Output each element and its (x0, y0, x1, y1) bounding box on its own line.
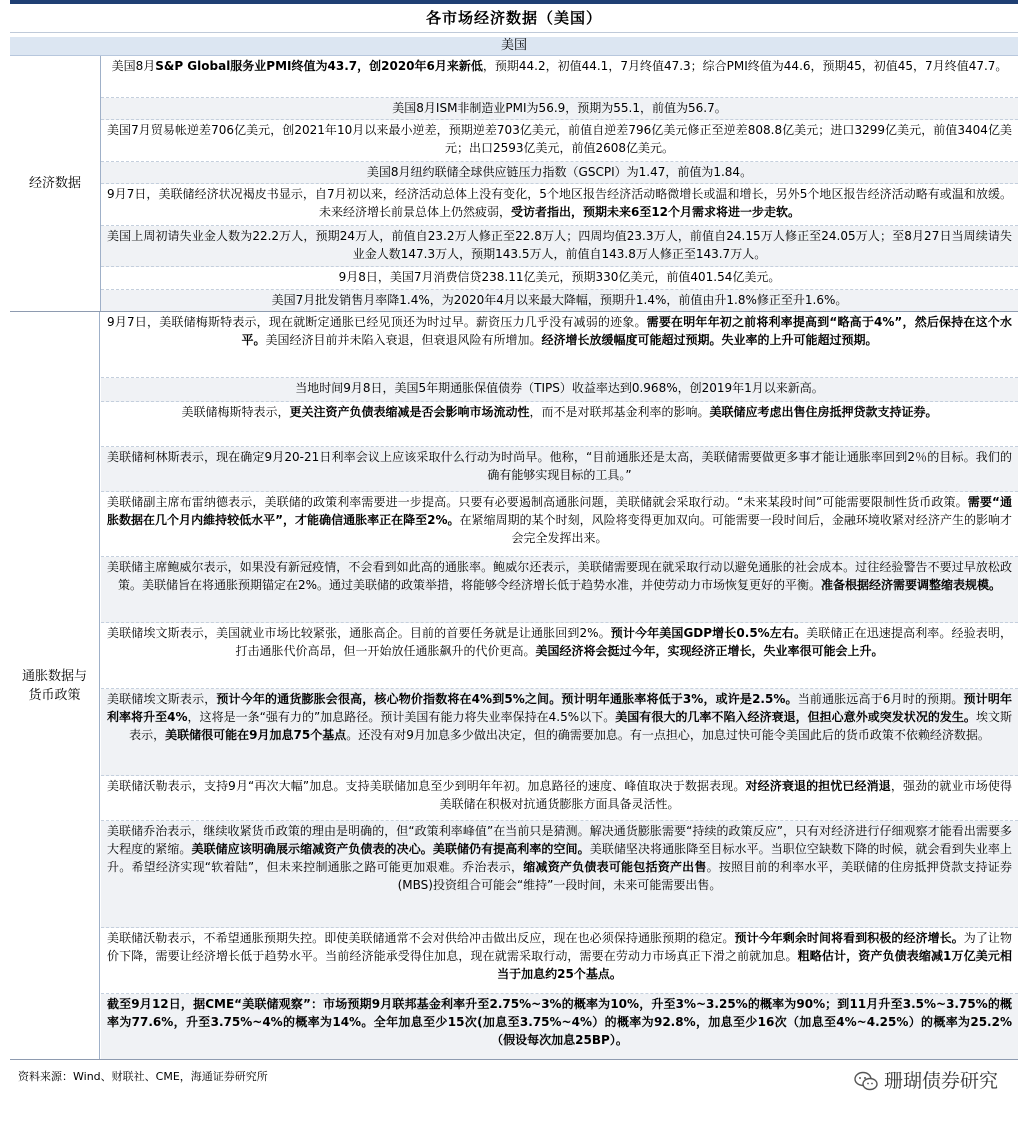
bold-text: 预计今年美国GDP增长0.5%左右。 (610, 626, 807, 641)
table-row (101, 56, 1018, 98)
bold-text: 需要在明年年初之前将利率提高到“略高于4%”，然后保持在这个水平。 (241, 315, 1012, 347)
text-segment: 美国7月贸易帐逆差706亿美元，创2021年10月以来最小逆差，预期逆差703亿美元，前值自逆差796亿美元修正至逆差808.8亿美元；进口3299亿美元，前值3404亿美元；出口2593亿美元，前值2608亿美元。 (107, 123, 1012, 155)
text-segment: 当前通胀远高于6月时的预期。 (797, 692, 964, 706)
bold-text: 对经济衰退的担忧已经消退 (745, 778, 891, 793)
bold-text: 美国有很大的几率不陷入经济衰退，但担心意外或突发状况的发生。 (615, 710, 976, 724)
inflation-rows (101, 312, 1018, 1059)
text-segment: 美联储沃勒表示，支持9月“再次大幅”加息。支持美联储加息至少到明年年初。加息路径的速度、峰值取决于数据表现。 (107, 778, 746, 793)
watermark (854, 1068, 998, 1094)
section-inflation-policy (10, 312, 1018, 1060)
text-segment: 9月7日，美联储经济状况褐皮书显示，自7月初以来，经济活动总体上没有变化，5个地区报告经济活动略微增长或温和增长，另外5个地区报告经济活动略有或温和放缓。未来经济增长前景总体上仍然疲弱， (107, 187, 1012, 219)
section-label-economic: 经济数据 (10, 56, 101, 311)
text-segment: 9月8日，美国7月消费信贷238.11亿美元，预期330亿美元，前值401.54亿美元。 (338, 270, 781, 285)
text-segment: 美联储埃文斯表示，美国就业市场比较紧张，通胀高企。目前的首要任务就是让通胀回到2%。 (107, 626, 611, 641)
text-segment: 美联储副主席布雷纳德表示，美联储的政策利率需要进一步提高。只要有必要遏制高通胀问题，美联储就会采取行动。“未来某段时间”可能需要限制性货币政策。 (107, 494, 968, 509)
section-label-inflation: 通胀数据与货币政策 (10, 312, 100, 1059)
text-segment: 美联储沃勒表示，不希望通胀预期失控。即使美联储通常不会对供给冲击做出反应，现在也必须保持通胀预期的稳定。 (107, 931, 735, 946)
table-row (101, 226, 1018, 268)
table-row (101, 776, 1018, 821)
bold-text: 美联储应考虑出售住房抵押贷款支持证券。 (709, 404, 938, 419)
table-row (101, 623, 1018, 689)
bold-text: 经济增长放缓幅度可能超过预期。失业率的上升可能超过预期。 (541, 333, 878, 347)
bold-text: 受访者指出，预期未来6至12个月需求将进一步走软。 (510, 205, 801, 219)
text-segment: 美国8月ISM非制造业PMI为56.9，预期为55.1，前值为56.7。 (392, 100, 727, 115)
text-segment: 美联储梅斯特表示， (181, 404, 290, 419)
text-segment: 美国8月 (111, 59, 156, 73)
table-row (101, 290, 1018, 311)
bold-text: 预计今年的通货膨胀会很高，核心物价指数将在4%到5%之间。预计明年通胀率将低于3%，或许是2.5%。 (216, 692, 798, 706)
bold-text: 美国经济将会挺过今年，实现经济正增长，失业率很可能会上升。 (535, 644, 884, 659)
bold-text: 粗略估计，资产负债表缩减1万亿美元相当于加息约25个基点。 (497, 949, 1012, 982)
bold-text: 美联储应该明确展示缩减资产负债表的决心。美联储仍有提高利率的空间。 (191, 841, 590, 856)
table-row (101, 378, 1018, 402)
table-row (101, 184, 1018, 226)
table-row (101, 994, 1018, 1059)
bold-text: 美联储很可能在9月加息75个基点 (165, 728, 347, 742)
bold-text: 准备根据经济需要调整缩表规模。 (821, 578, 1002, 593)
table-row (101, 120, 1018, 162)
text-segment: 美联储埃文斯表示， (107, 692, 217, 706)
economic-rows (101, 56, 1018, 311)
text-segment: 美联储坚决将通胀降至目标水平。当职位空缺数下降的时候，就会看到失业率上升。希望经济实现“软着陆”，但未来控制通胀之路可能更加艰难。乔治表示， (107, 841, 1012, 874)
table-row (101, 928, 1018, 994)
table-row (101, 402, 1018, 447)
text-segment: 为了让物价下降，需要让经济增长低于趋势水平。当前经济能承受得住加息，现在就需采取行动，需要在劳动力市场真正下滑之前就加息。 (107, 931, 1012, 964)
table-row (101, 267, 1018, 289)
region-header: 美国 (10, 37, 1018, 56)
table-row (101, 447, 1018, 492)
text-segment: 美联储主席鲍威尔表示，如果没有新冠疫情，不会看到如此高的通胀率。鲍威尔还表示，美联储需要现在就采取行动以避免通胀的社会成本。过往经验警告不要过早放松政策。美联储旨在将通胀预期锚定在2%。通过美联储的政策举措，将能够令经济增长低于趋势水准，并使劳动力市场恢复更好的平衡。 (107, 560, 1012, 593)
text-segment: 美国上周初请失业金人数为22.2万人，预期24万人，前值自23.2万人修正至22.8万人；四周均值23.3万人，前值自24.15万人修正至24.05万人；至8月27日当周续请失业金人数147.3万人，预期143.5万人，前值自143.8万人修正至143.7万人。 (107, 228, 1012, 261)
bold-text: 需要“通胀数据在几个月内維持较低水平”，才能确信通胀率正在降至2%。 (107, 494, 1012, 527)
table-row (101, 98, 1018, 120)
table-row (101, 557, 1018, 623)
bold-text: 更关注资产负债表缩减是否会影响市场流动性 (289, 404, 530, 419)
text-segment: 美国7月批发销售月率降1.4%，为2020年4月以来最大降幅，预期升1.4%，前值由升1.8%修正至升1.6%。 (271, 292, 848, 307)
text-segment: 美联储柯林斯表示，现在确定9月20-21日利率会议上应该采取什么行动为时尚早。他称，“目前通胀还是太高，美联储需要做更多事才能让通胀率回到2％的目标。我们的确有能够实现目标的工具。” (107, 449, 1012, 482)
bold-text: 缩减资产负债表可能包括资产出售 (523, 859, 707, 874)
table-row (101, 492, 1018, 558)
text-segment: 。按照目前的利率水平，美联储的住房抵押贷款支持证券(MBS)投资组合可能会“维持”一段时间，未来可能需要出售。 (397, 859, 1012, 892)
page-title: 各市场经济数据（美国） (10, 4, 1018, 33)
bold-text: 预计明年利率将升至4% (107, 692, 1012, 724)
text-segment: 美国经济目前并未陷入衰退，但衰退风险有所增加。 (265, 333, 542, 347)
text-segment: 在紧缩周期的某个时刻，风险将变得更加双向。可能需要一段时间后，金融环境收紧对经济产生的影响才会完全发挥出来。 (459, 512, 1012, 545)
table-row (101, 821, 1018, 929)
text-segment: 。还没有对9月加息多少做出决定，但的确需要加息。有一点担心，加息过快可能令美国此后的货币政策不依赖经济数据。 (346, 728, 990, 742)
text-segment: 美国8月纽约联储全球供应链压力指数（GSCPI）为1.47，前值为1.84。 (366, 164, 753, 179)
text-segment: 当地时间9月8日，美国5年期通胀保值债券（TIPS）收益率达到0.968%，创2019年1月以来新高。 (295, 380, 824, 395)
wechat-icon (854, 1070, 878, 1092)
text-segment: 美联储正在迅速提高利率。经验表明，打击通胀代价高昂，但一开始放任通胀飙升的代价更高。 (235, 626, 1012, 659)
table-row (101, 162, 1018, 184)
bold-text: 截至9月12日，据CME“美联储观察”：市场预期9月联邦基金利率升至2.75%~3%的概率为10%，升至3%~3.25%的概率为90%；到11月升至3.5%~3.75%的概率为77.6%，升至3.75%~4%的概率为14%。全年加息至少15次(加息至3.75%~4%）的概率为92.8%，加息至少16次（加息至4%~4.25%）的概率为25.2%（假设每次加息25BP）。 (107, 997, 1012, 1048)
text-segment: 9月7日，美联储梅斯特表示，现在就断定通胀已经见顶还为时过早。薪资压力几乎没有减弱的迹象。 (107, 315, 647, 329)
text-segment: ，而不是对联邦基金利率的影响。 (529, 404, 710, 419)
text-segment: 埃文斯表示， (129, 710, 1012, 742)
text-segment: ，预期44.2，初值44.1，7月终值47.3；综合PMI终值为44.6，预期45，初值45，7月终值47.7。 (482, 59, 1008, 73)
bold-text: S&P Global服务业PMI终值为43.7，创2020年6月来新低 (155, 59, 483, 73)
bold-text: 预计今年剩余时间将看到积极的经济增长。 (734, 931, 964, 946)
watermark-text: 珊瑚债券研究 (883, 1070, 998, 1092)
source-note: 资料来源：Wind、财联社、CME，海通证券研究所 (18, 1070, 268, 1083)
text-segment: 美联储乔治表示，继续收紧货币政策的理由是明确的，但“政策利率峰值”在当前只是猜测。解决通货膨胀需要“持续的政策反应”，只有对经济进行仔细观察才能看出需要多大程度的紧缩。 (107, 823, 1012, 856)
table-row (101, 689, 1018, 776)
text-segment: ，强劲的就业市场使得美联储在积极对抗通货膨胀方面具备灵活性。 (439, 778, 1012, 811)
table-row (101, 312, 1018, 378)
text-segment: ，这将是一条“强有力的”加息路径。预计美国有能力将失业率保持在4.5%以下。 (187, 710, 616, 724)
section-economic-data (10, 56, 1018, 312)
